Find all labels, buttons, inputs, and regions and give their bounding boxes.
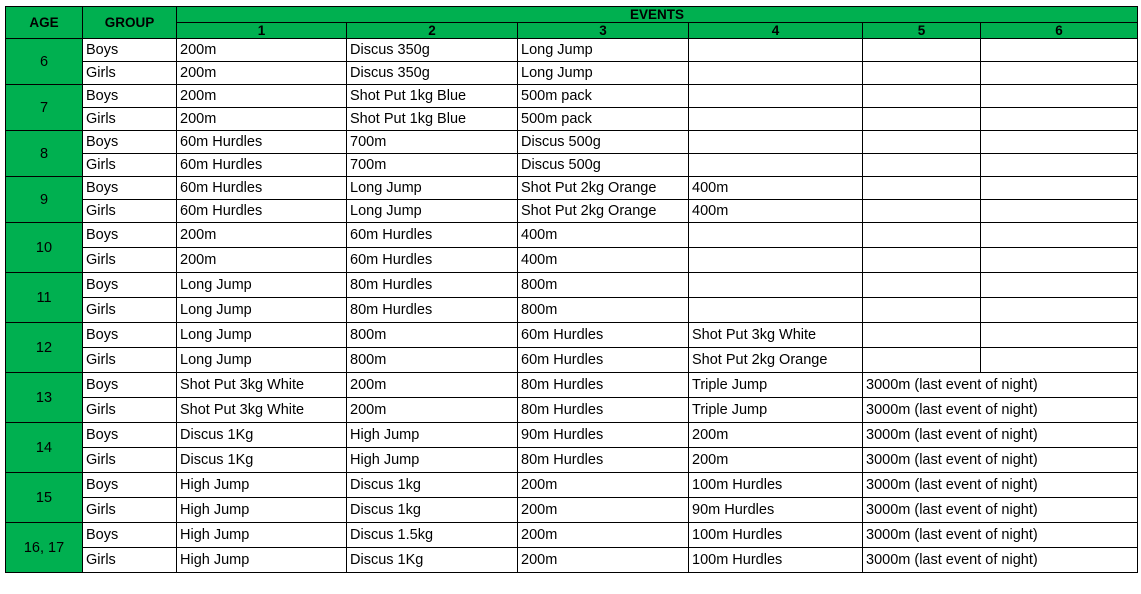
event-number-header: 4 <box>689 23 863 39</box>
group-cell: Girls <box>83 154 177 177</box>
table-row <box>6 473 1138 498</box>
table-row <box>6 39 1138 62</box>
event-cell: Discus 1Kg <box>177 448 347 473</box>
table-row <box>6 177 1138 200</box>
group-cell: Girls <box>83 298 177 323</box>
event-cell: Discus 350g <box>347 39 518 62</box>
event-cell: 200m <box>518 498 689 523</box>
age-cell: 16, 17 <box>6 523 83 573</box>
event-cell: 90m Hurdles <box>689 498 863 523</box>
event-cell <box>689 62 863 85</box>
table-row <box>6 498 1138 523</box>
group-cell: Girls <box>83 200 177 223</box>
event-cell: 400m <box>518 223 689 248</box>
group-cell: Girls <box>83 548 177 573</box>
event-cell: 200m <box>689 448 863 473</box>
event-cell: 200m <box>518 523 689 548</box>
group-cell: Boys <box>83 473 177 498</box>
event-cell: Discus 1.5kg <box>347 523 518 548</box>
table-row <box>6 273 1138 298</box>
event-cell: Discus 1kg <box>347 498 518 523</box>
event-cell <box>981 298 1138 323</box>
event-cell: 60m Hurdles <box>347 223 518 248</box>
event-cell: Shot Put 1kg Blue <box>347 85 518 108</box>
group-header: GROUP <box>83 7 177 39</box>
event-cell <box>863 177 981 200</box>
age-cell: 13 <box>6 373 83 423</box>
event-cell <box>981 85 1138 108</box>
event-cell: 200m <box>177 223 347 248</box>
event-cell: High Jump <box>177 523 347 548</box>
event-cell <box>863 39 981 62</box>
event-cell: Long Jump <box>177 273 347 298</box>
event-cell: 800m <box>347 348 518 373</box>
age-cell: 6 <box>6 39 83 85</box>
table-row <box>6 200 1138 223</box>
event-cell: 80m Hurdles <box>347 298 518 323</box>
age-cell: 15 <box>6 473 83 523</box>
event-cell <box>981 248 1138 273</box>
event-cell: 500m pack <box>518 108 689 131</box>
event-cell: 700m <box>347 154 518 177</box>
event-cell: 80m Hurdles <box>518 398 689 423</box>
table-body <box>6 39 1138 573</box>
event-cell: Discus 1Kg <box>347 548 518 573</box>
event-cell: 3000m (last event of night) <box>863 373 1138 398</box>
table-row <box>6 348 1138 373</box>
age-cell: 7 <box>6 85 83 131</box>
event-cell: 60m Hurdles <box>177 200 347 223</box>
group-cell: Boys <box>83 177 177 200</box>
event-cell: High Jump <box>177 473 347 498</box>
age-cell: 9 <box>6 177 83 223</box>
event-cell: 60m Hurdles <box>347 248 518 273</box>
group-cell: Boys <box>83 523 177 548</box>
group-cell: Boys <box>83 323 177 348</box>
table-row <box>6 373 1138 398</box>
event-cell: 100m Hurdles <box>689 523 863 548</box>
event-cell: 60m Hurdles <box>177 177 347 200</box>
event-cell: 200m <box>177 108 347 131</box>
event-cell <box>981 323 1138 348</box>
event-cell: Discus 500g <box>518 131 689 154</box>
event-cell: 800m <box>347 323 518 348</box>
event-cell <box>689 108 863 131</box>
event-cell: 200m <box>177 248 347 273</box>
event-cell: 3000m (last event of night) <box>863 423 1138 448</box>
event-cell <box>863 108 981 131</box>
event-cell <box>981 273 1138 298</box>
event-cell: 3000m (last event of night) <box>863 473 1138 498</box>
event-cell <box>863 85 981 108</box>
event-cell <box>689 39 863 62</box>
event-cell: 700m <box>347 131 518 154</box>
event-cell: Shot Put 3kg White <box>177 373 347 398</box>
event-cell <box>689 131 863 154</box>
table-row <box>6 298 1138 323</box>
group-cell: Boys <box>83 373 177 398</box>
event-cell: Discus 350g <box>347 62 518 85</box>
event-cell: 800m <box>518 298 689 323</box>
group-cell: Girls <box>83 248 177 273</box>
event-cell: High Jump <box>347 448 518 473</box>
event-cell: 400m <box>689 177 863 200</box>
event-cell: Shot Put 2kg Orange <box>518 177 689 200</box>
event-cell: Discus 1kg <box>347 473 518 498</box>
event-cell <box>863 62 981 85</box>
event-cell: Discus 500g <box>518 154 689 177</box>
age-cell: 8 <box>6 131 83 177</box>
event-cell <box>689 85 863 108</box>
event-cell: 3000m (last event of night) <box>863 548 1138 573</box>
group-cell: Boys <box>83 39 177 62</box>
table-row <box>6 108 1138 131</box>
event-number-header: 6 <box>981 23 1138 39</box>
table-row <box>6 423 1138 448</box>
event-cell <box>863 298 981 323</box>
table-row <box>6 131 1138 154</box>
group-cell: Boys <box>83 223 177 248</box>
group-cell: Girls <box>83 498 177 523</box>
event-cell: High Jump <box>177 548 347 573</box>
table-header <box>6 7 1138 39</box>
event-cell: High Jump <box>177 498 347 523</box>
event-cell: 3000m (last event of night) <box>863 398 1138 423</box>
group-cell: Boys <box>83 423 177 448</box>
table-row <box>6 62 1138 85</box>
group-cell: Girls <box>83 108 177 131</box>
event-cell <box>981 108 1138 131</box>
event-cell: Discus 1Kg <box>177 423 347 448</box>
event-cell: 80m Hurdles <box>518 448 689 473</box>
table-row <box>6 248 1138 273</box>
event-cell: Shot Put 2kg Orange <box>689 348 863 373</box>
age-cell: 11 <box>6 273 83 323</box>
age-header: AGE <box>6 7 83 39</box>
event-number-header: 3 <box>518 23 689 39</box>
event-number-header: 5 <box>863 23 981 39</box>
group-cell: Boys <box>83 131 177 154</box>
event-cell: 100m Hurdles <box>689 473 863 498</box>
event-cell: 400m <box>518 248 689 273</box>
event-cell: Shot Put 3kg White <box>689 323 863 348</box>
age-cell: 14 <box>6 423 83 473</box>
event-cell <box>863 348 981 373</box>
event-cell: 60m Hurdles <box>518 348 689 373</box>
event-cell: 60m Hurdles <box>177 154 347 177</box>
event-cell: 60m Hurdles <box>518 323 689 348</box>
events-header: EVENTS <box>177 7 1138 23</box>
event-cell: Long Jump <box>518 62 689 85</box>
event-cell: High Jump <box>347 423 518 448</box>
table-row <box>6 523 1138 548</box>
event-cell: Shot Put 1kg Blue <box>347 108 518 131</box>
event-cell: 200m <box>347 373 518 398</box>
event-cell: Shot Put 2kg Orange <box>518 200 689 223</box>
event-cell: 500m pack <box>518 85 689 108</box>
group-cell: Girls <box>83 62 177 85</box>
group-cell: Girls <box>83 348 177 373</box>
table-row <box>6 223 1138 248</box>
event-cell <box>981 223 1138 248</box>
group-cell: Boys <box>83 85 177 108</box>
event-cell: Triple Jump <box>689 373 863 398</box>
event-cell <box>981 131 1138 154</box>
event-cell <box>689 298 863 323</box>
event-cell <box>981 154 1138 177</box>
table-row <box>6 448 1138 473</box>
event-cell: 3000m (last event of night) <box>863 448 1138 473</box>
event-cell: Long Jump <box>177 298 347 323</box>
event-cell: 100m Hurdles <box>689 548 863 573</box>
event-cell: 200m <box>518 473 689 498</box>
event-cell: 200m <box>689 423 863 448</box>
table-row <box>6 548 1138 573</box>
event-cell <box>689 223 863 248</box>
event-cell: Long Jump <box>347 200 518 223</box>
event-cell <box>863 154 981 177</box>
event-cell: 80m Hurdles <box>518 373 689 398</box>
event-cell <box>981 177 1138 200</box>
event-cell: 200m <box>347 398 518 423</box>
event-cell: 200m <box>177 39 347 62</box>
event-cell <box>981 348 1138 373</box>
event-cell <box>863 248 981 273</box>
event-cell: Long Jump <box>518 39 689 62</box>
event-cell: 200m <box>177 85 347 108</box>
event-cell: 200m <box>518 548 689 573</box>
table-row <box>6 323 1138 348</box>
age-cell: 12 <box>6 323 83 373</box>
events-table <box>5 6 1138 573</box>
event-cell <box>863 323 981 348</box>
table-row <box>6 154 1138 177</box>
event-cell: 90m Hurdles <box>518 423 689 448</box>
event-cell <box>689 248 863 273</box>
event-cell: 3000m (last event of night) <box>863 523 1138 548</box>
group-cell: Boys <box>83 273 177 298</box>
table-row <box>6 398 1138 423</box>
group-cell: Girls <box>83 448 177 473</box>
event-cell: Long Jump <box>177 323 347 348</box>
event-cell <box>689 273 863 298</box>
event-cell: 200m <box>177 62 347 85</box>
event-cell <box>863 200 981 223</box>
event-cell <box>863 273 981 298</box>
event-cell <box>981 62 1138 85</box>
group-cell: Girls <box>83 398 177 423</box>
age-cell: 10 <box>6 223 83 273</box>
event-cell <box>981 200 1138 223</box>
event-cell: 3000m (last event of night) <box>863 498 1138 523</box>
table-row <box>6 85 1138 108</box>
event-cell: Long Jump <box>177 348 347 373</box>
event-number-header: 2 <box>347 23 518 39</box>
event-cell: 800m <box>518 273 689 298</box>
event-cell <box>981 39 1138 62</box>
event-cell <box>863 131 981 154</box>
event-cell <box>689 154 863 177</box>
event-cell: 80m Hurdles <box>347 273 518 298</box>
event-cell: 60m Hurdles <box>177 131 347 154</box>
event-cell: 400m <box>689 200 863 223</box>
event-number-header: 1 <box>177 23 347 39</box>
event-cell: Long Jump <box>347 177 518 200</box>
event-cell <box>863 223 981 248</box>
event-cell: Triple Jump <box>689 398 863 423</box>
event-cell: Shot Put 3kg White <box>177 398 347 423</box>
